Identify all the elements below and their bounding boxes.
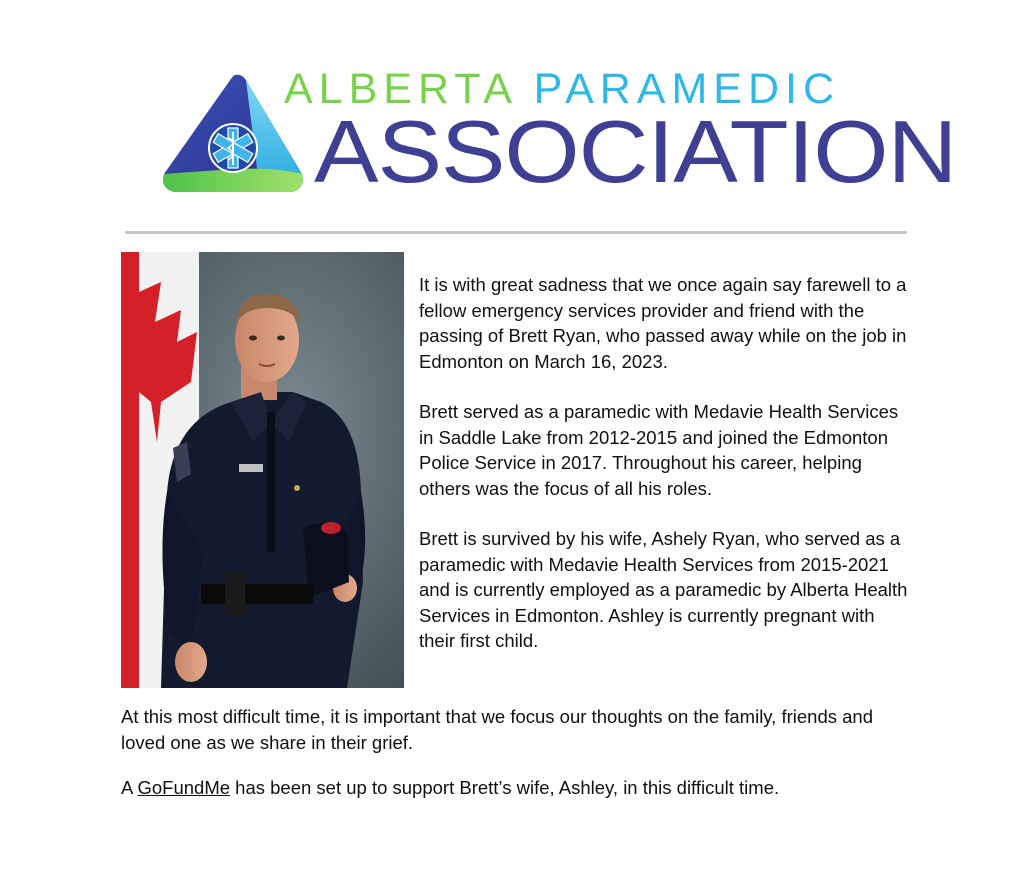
paragraph-family: Brett is survived by his wife, Ashely Ryan, who served as a paramedic with Medavie Health Services from 2015-2021 and is currently employed as a paramedic by Alberta Health Services in Edmonton. Ashley is currently pregnant with their first child. bbox=[419, 528, 908, 651]
gofundme-suffix: has been set up to support Brett’s wife, Ashley, in this difficult time. bbox=[230, 777, 780, 798]
paragraph-farewell: It is with great sadness that we once again say farewell to a fellow emergency services provider and friend with the passing of Brett Ryan, who passed away while on the job in Edmonton on March 16, 2023. bbox=[419, 274, 907, 372]
article-full-width-text bbox=[121, 704, 921, 821]
gofundme-prefix: A bbox=[121, 777, 138, 798]
article-side-text bbox=[419, 272, 911, 679]
logo-word-alberta: ALBERTA bbox=[284, 65, 516, 113]
gofundme-link[interactable]: GoFundMe bbox=[137, 777, 231, 798]
association-logo bbox=[160, 62, 957, 202]
paragraph-gofundme bbox=[121, 775, 921, 801]
logo-word-paramedic: PARAMEDIC bbox=[533, 65, 841, 113]
officer-portrait-image bbox=[121, 252, 404, 688]
paragraph-career: Brett served as a paramedic with Medavie Health Services in Saddle Lake from 2012-2015 and joined the Edmonton Police Service in 2017. Throughout his career, helping others was the focus of all his roles. bbox=[419, 401, 899, 499]
header-divider bbox=[125, 231, 907, 234]
paragraph-thoughts: At this most difficult time, it is important that we focus our thoughts on the family, friends and loved one as we share in their grief. bbox=[121, 706, 873, 753]
logo-word-association: ASSOCIATION bbox=[314, 102, 957, 201]
